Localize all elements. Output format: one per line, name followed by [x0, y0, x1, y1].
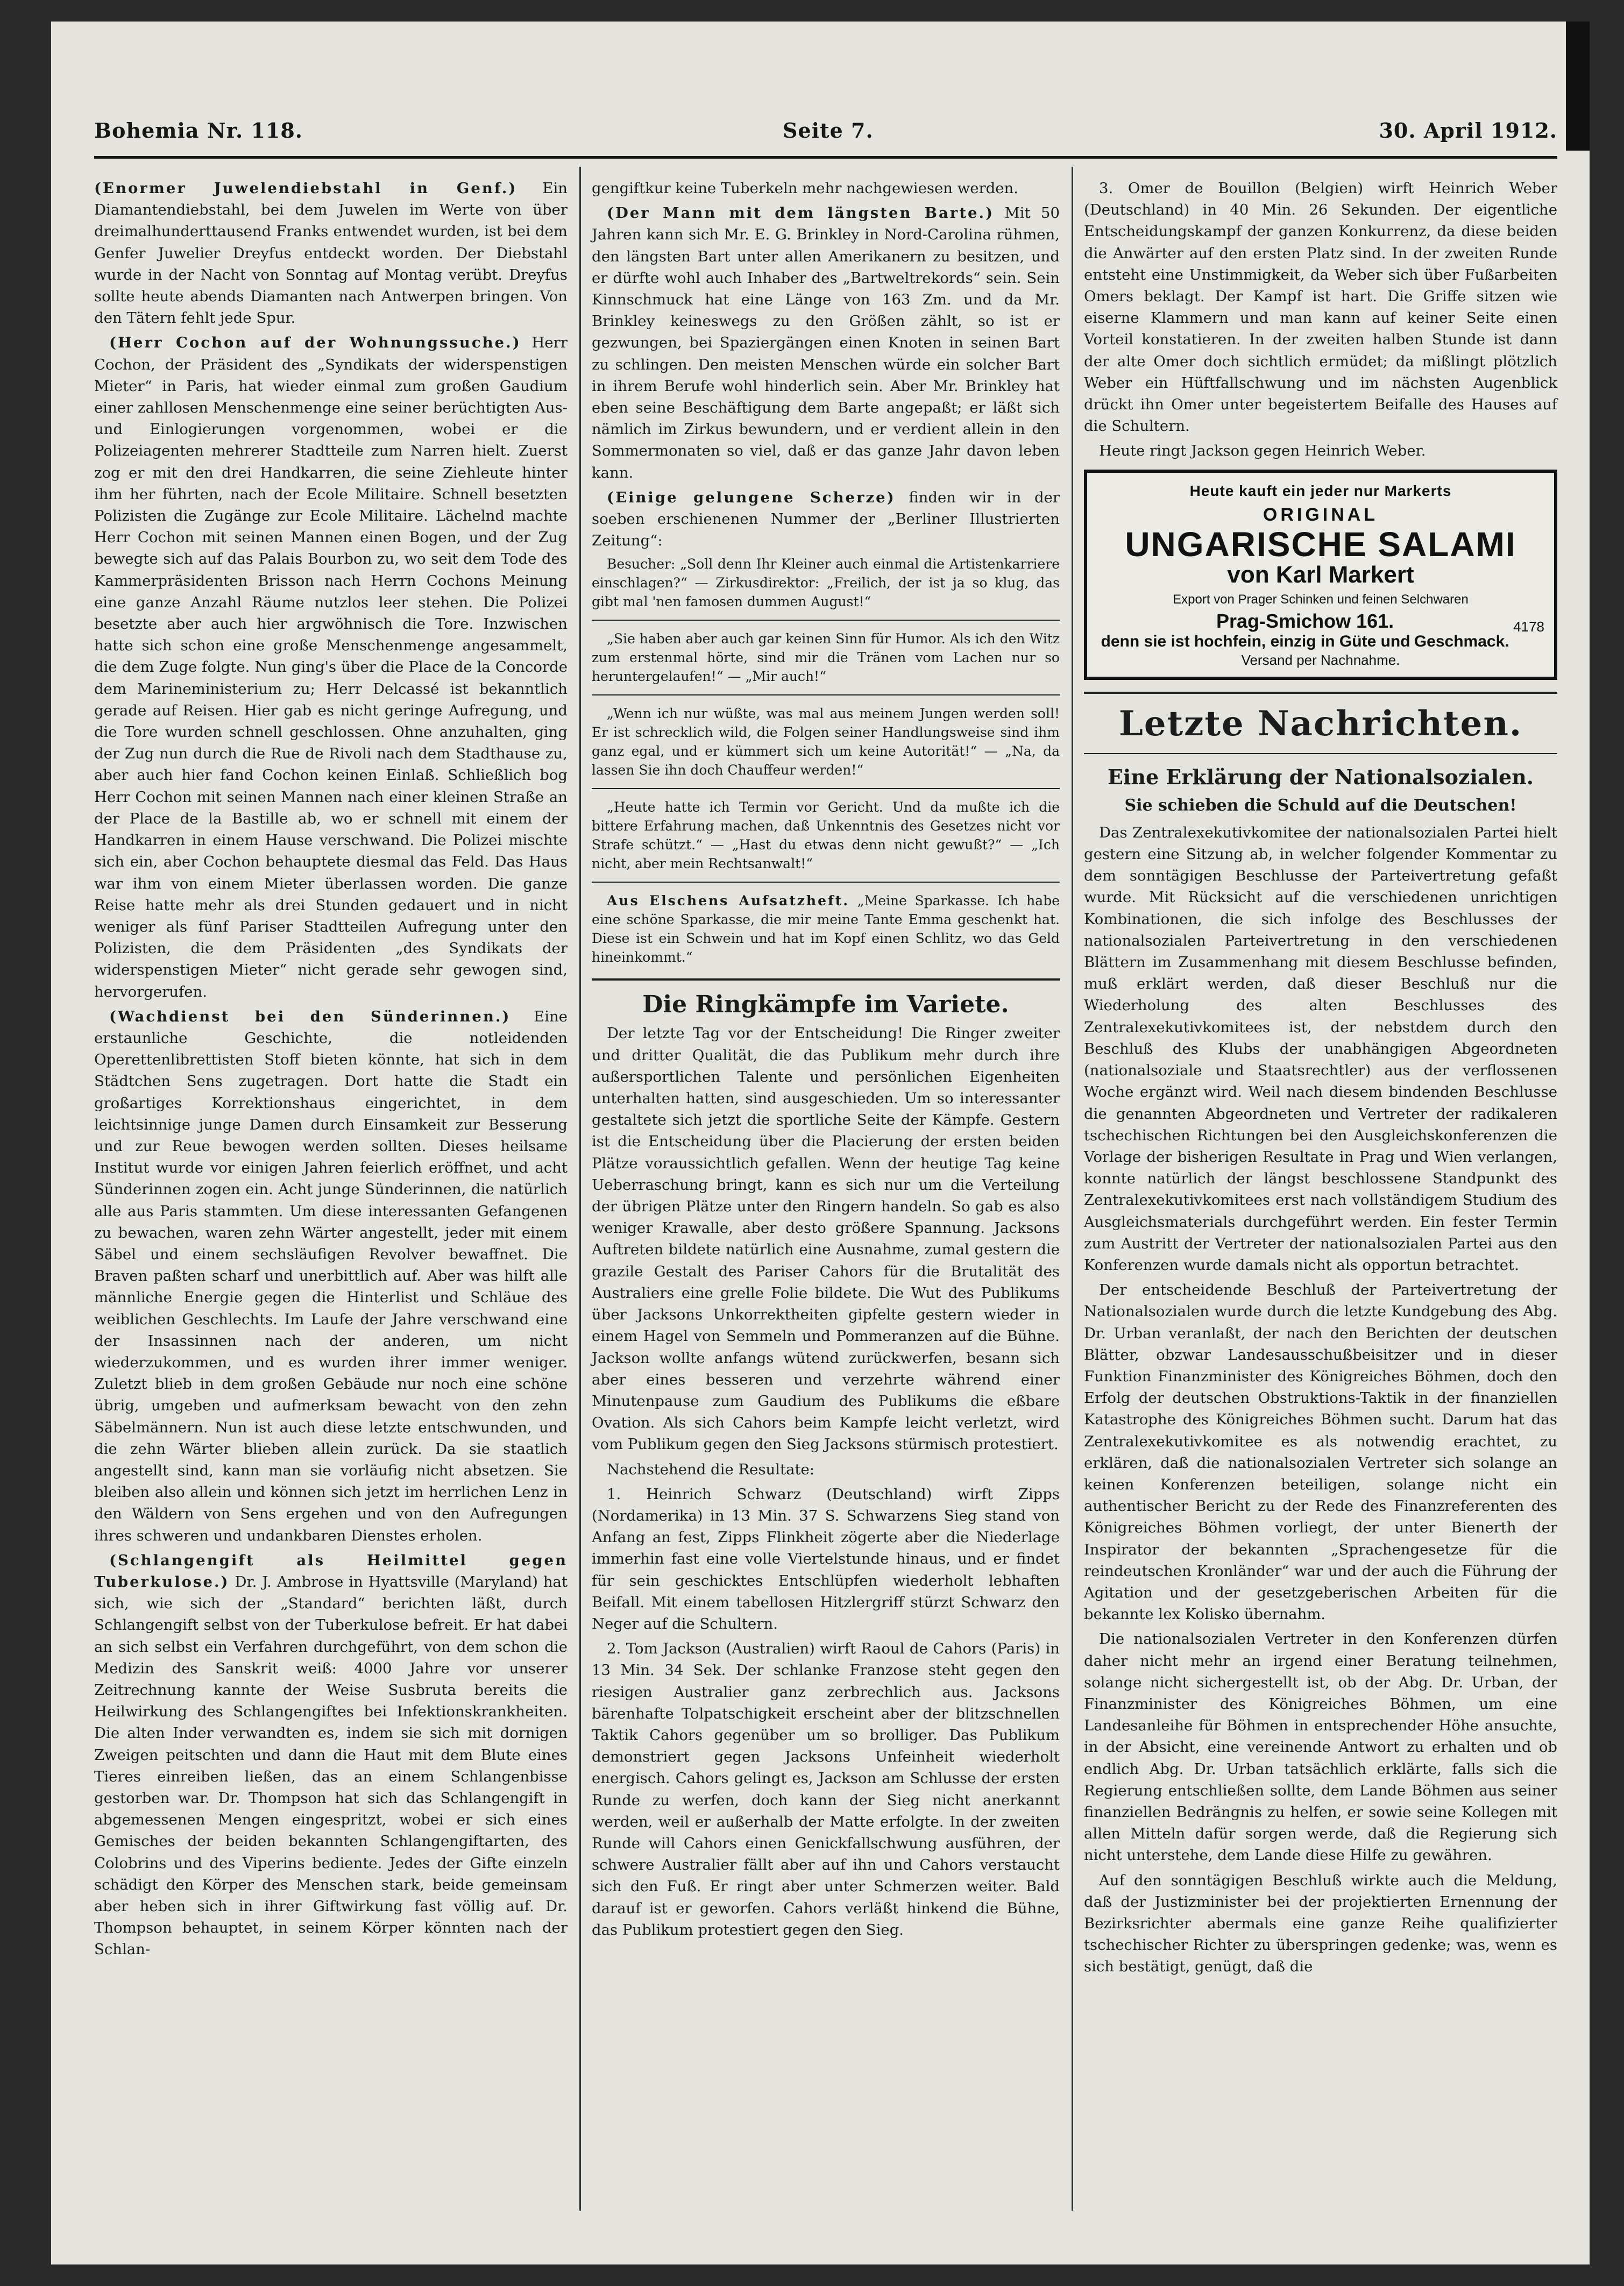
ad-line: ORIGINAL — [1263, 504, 1379, 525]
article-paragraph: 1. Heinrich Schwarz (Deutschland) wirft Zipps (Nordamerika) in 13 Min. 37 S. Schwarzens Sieg stand von Anfang an fest, Zipps Flinkheit zögerte aber die Niederlage immerhin fast eine volle Viertelstunde hinaus, und er findet für sein geschicktes Entschlüpfen wiederholt lebhaften Beifall. Mit einem tabellosen Hitzlergriff stürzt Schwarz den Neger auf die Schultern. — [592, 1485, 1060, 1632]
article-paragraph: Heute ringt Jackson gegen Heinrich Weber. — [1099, 442, 1426, 460]
joke: „Wenn ich nur wüßte, was mal aus meinem Jungen werden soll! Er ist schrecklich wild, die Folgen seiner Handlungsweise sind ihm ganz egal, und er kümmert sich um keine Autorität!“ — „Na, da lassen Sie ihn doch Chauffeur werden!“ — [592, 706, 1060, 778]
salami-advertisement — [1084, 470, 1557, 680]
scan-corner-mark — [1566, 22, 1590, 151]
article-subheading: Sie schieben die Schuld auf die Deutschen! — [1124, 796, 1517, 815]
divider — [592, 620, 1060, 621]
joke: Aus Elschens Aufsatzheft. „Meine Sparkasse. Ich habe eine schöne Sparkasse, die mir meine Tante Emma geschenkt hat. Diese ist ein Schwein und hat im Kopf einen Schlitz, wo das Geld hineinkommt.“ — [592, 893, 1060, 965]
news-item: (Wachdienst bei den Sünderinnen.) Eine erstaunliche Geschichte, die notleidenden Operettenlibrettisten Stoff bieten könnte, hat sich in dem Städtchen Sens zugetragen. Dort hatte die Stadt ein großartiges Korrektionshaus eingerichtet, in dem leichtsinnige junge Damen durch Einsamkeit zur Besserung und zur Reue bewogen werden sollten. Dieses heilsame Institut wurde vor einigen Jahren feierlich eröffnet, und acht Sünderinnen zogen ein. Acht junge Sünderinnen, die natürlich alle aus Paris stammten. Um diese interessanten Gefangenen zu bewachen, waren zehn Wärter angestellt, jeder mit einem Säbel und einem sechsläufigen Revolver bewaffnet. Die Braven paßten scharf und unerbittlich auf. Aber was hilft alle männliche Energie gegen die Hinterlist und Schläue des weiblichen Geschlechts. Im Laufe der Jahre verschwand eine der Insassinnen nach der anderen, um nicht wiederzukommen, und es wurden ihrer immer weniger. Zuletzt blieb in dem großen Gebäude nur noch eine schöne übrig, umgeben und aufmerksam bewacht von den zehn Säbelmännern. Nun ist auch diese letzte entschwunden, und die zehn Wärter blieben allein zurück. Da sie staatlich angestellt sind, kann man sie vorläufig nicht absetzen. Sie bleiben also allein und können sich jetzt im herrlichen Lenz in den Wäldern von Sens ergehen und von den Aufregungen ihres schweren und undankbaren Dienstes erholen. — [94, 1007, 568, 1544]
masthead — [94, 118, 1557, 161]
column-2 — [592, 178, 1060, 2200]
masthead-paper-number: Bohemia Nr. 118. — [94, 118, 303, 143]
joke: „Sie haben aber auch gar keinen Sinn für Humor. Als ich den Witz zum erstenmal hörte, sind mir die Tränen vom Lachen nur so heruntergelaufen!“ — „Mir auch!“ — [592, 631, 1060, 685]
news-item: (Schlangengift als Heilmittel gegen Tuberkulose.) Dr. J. Ambrose in Hyattsville (Maryland) hat sich, wie sich der „Standard“ berichten läßt, durch Schlangengift selbst von der Tuberkulose befreit. Er hat dabei an sich selbst ein Verfahren durchgeführt, von dem schon die Medizin des Sanskrit weiß: 4000 Jahre vor unserer Zeitrechnung kannte der Weise Susbruta bereits die Heilwirkung des Schlangengiftes bei Infektionskrankheiten. Die alten Inder verwandten es, indem sie sich mit dornigen Zweigen peitschten und dann die Haut mit dem Blute eines Tieres einreiben ließen, das an einem Schlangenbisse gestorben war. Dr. Thompson hat sich das Schlangengift in abgemessenen Mengen eingespritzt, wobei er sich eines Gemisches der beiden bekannten Schlangengiftarten, des Colobrins und des Viperins bediente. Jedes der Gifte einzeln schädigt den Körper des Menschen stark, beide gemeinsam aber heben sich in ihrer Giftwirkung fast völlig auf. Dr. Thompson behauptet, in seinem Körper könnten nach der Schlan- — [94, 1551, 568, 1958]
masthead-page-number: Seite 7. — [783, 118, 874, 143]
column-rule-2 — [1072, 167, 1073, 2211]
ad-address: Prag-Smichow 161. 4178 — [1097, 610, 1544, 632]
masthead-date: 30. April 1912. — [1379, 118, 1557, 143]
news-item: (Herr Cochon auf der Wohnungssuche.) Herr Cochon, der Präsident des „Syndikats der widerspenstigen Mieter“ in Paris, hat wieder einmal zum großen Gaudium einer zahllosen Menschenmenge eine seiner berüchtigten Aus- und Einlogierungen vorgenommen, wobei er die Polizeiagenten mehrerer Stadtteile zum Narren hielt. Zuerst zog er mit den drei Handkarren, die seine Ziehleute hinter ihm her führten, nach der Ecole Militaire. Schnell besetzten Polizisten die Zugänge zur Ecole Militaire. Lächelnd machte Herr Cochon mit seinen Mannen einen Bogen, und der Zug bewegte sich auf das Palais Bourbon zu, wo seit dem Tode des Kammerpräsidenten Brisson nach Herrn Cochons Meinung eine ganze Anzahl Räume nutzlos leer stehen. Die Polizei besetzte aber auch hier argwöhnisch die Tore. Inzwischen hatte sich schon eine große Menschenmenge angesammelt, die dem Zuge folgte. Nun ging's über die Place de la Concorde dem Marineministerium zu; Herr Delcassé ist bekanntlich gerade auf Reisen. Hier gab es nicht geringe Aufregung, und die Tore wurden schnell geschlossen. Ohne anzuhalten, ging der Zug nun durch die Rue de Rivoli nach dem Stadthause zu, aber auch hier fand Cochon keinen Einlaß. Schließlich bog Herr Cochon mit seinen Mannen nach einer kleinen Straße an der Place de la Bastille ab, wo er schnell mit einem der Handkarren in einem Hause verschwand. Die Polizei mischte sich ein, aber Cochon behauptete diesmal das Feld. Das Haus war ihm von einem Mieter überlassen worden. Die ganze Reise hatte mehr als drei Stunden gedauert und in nicht weniger als fünf Pariser Stadtteilen Aufregung unter den Polizisten, die dem Präsidenten „des Syndikats der widerspenstigen Mieter“ nicht gerade sehr gewogen sind, hervorgerufen. — [94, 334, 568, 1000]
joke: Besucher: „Soll denn Ihr Kleiner auch einmal die Artistenkarriere einschlagen?“ — Zirkusdirektor: „Freilich, der ist ja so klug, das gibt mal 'nen famosen dummen August!“ — [592, 556, 1060, 610]
section-heading-letzte-nachrichten: Letzte Nachrichten. — [1118, 703, 1523, 744]
ad-company: von Karl Markert — [1227, 562, 1414, 588]
continued-text: gengiftkur keine Tuberkeln mehr nachgewiesen werden. — [592, 180, 1018, 197]
ad-line: denn sie ist hochfein, einzig in Güte und Geschmack. Versand per Nachnahme. — [1101, 632, 1509, 668]
ad-headline: UNGARISCHE SALAMI — [1125, 525, 1516, 564]
joke: „Heute hatte ich Termin vor Gericht. Und da mußte ich die bittere Erfahrung machen, daß Unkenntnis des Gesetzes nicht vor Strafe schützt.“ — „Hast du etwas denn nicht gewußt?“ — „Ich nicht, aber mein Rechtsanwalt!“ — [592, 799, 1060, 872]
divider — [592, 788, 1060, 789]
article-paragraph: Der letzte Tag vor der Entscheidung! Die Ringer zweiter und dritter Qualität, die das Publikum mehr durch ihre außersportlichen Talente und persönlichen Eigenheiten unterhalten hatten, sind ausgeschieden. Um so interessanter gestaltete sich jetzt die sportliche Seite der Kämpfe. Gestern ist die Entscheidung über die Placierung der ersten beiden Plätze voraussichtlich gefallen. Wenn der heutige Tag keine Ueberraschung bringt, kann es sich nur um die Verteilung der übrigen Plätze unter den Ringern handeln. So gab es also weniger Krawalle, aber desto größere Spannung. Jacksons Auftreten bildete natürlich eine Ausnahme, zumal gestern die grazile Gestalt des Pariser Cahors für die Brutalität des Australiers eine grelle Folie bildete. Die Wut des Publikums über Jacksons Unkorrektheiten gipfelte gestern wieder in einem Hagel von Semmeln und Pommeranzen auf die Bühne. Jackson wollte anfangs wütend zurückwerfen, besann sich aber eines besseren und verzehrte während einer Minutenpause zum Gaudium des Publikums die eßbare Ovation. Als sich Cahors beim Kampfe leicht verletzt, wird vom Publikum gegen den Sieg Jacksons stürmisch protestiert. — [592, 1025, 1060, 1453]
ad-line: Heute kauft ein jeder nur Markerts — [1189, 482, 1452, 499]
newspaper-page — [51, 22, 1590, 2264]
ad-phone: 4178 — [1513, 619, 1544, 635]
article-paragraph: Das Zentralexekutivkomitee der nationalsozialen Partei hielt gestern eine Sitzung ab, in welcher folgender Kommentar zu dem sonntägigen Beschlusse der Parteivertretung gefaßt wurde. Mit Rücksicht auf die verschiedenen unrichtigen Kombinationen, die sich infolge des Beschlusses der nationalsozialen Parteivertretung in den verschiedenen Blättern im Zusammenhang mit diesem Beschlusse befinden, muß erklärt werden, daß dieser Beschluß nur die Wiederholung des alten Beschlusses des Zentralexekutivkomitees ist, der nebstdem durch den Beschluß des Klubs der unabhängigen Abgeordneten (nationalsoziale und Staatsrechtler) aus der verflossenen Woche ergänzt wird. Weil nach diesem bindenden Beschlusse die genannten Abgeordneten und Vertreter der radikaleren tschechischen Richtungen bei den Ausgleichskonferenzen die Vorlage der bisherigen Resultate in Prag und Wien verlangen, konnte natürlich der längst beschlossene Standpunkt des Zentralexekutivkomitees erst nach vollständigem Studium des Ausgleichsmaterials durchgeführt werden. Ein fester Termin zum Austritt der Vertreter der nationalsozialen Partei aus den Konferenzen wurde damals nicht als opportun betrachtet. — [1084, 823, 1557, 1274]
article-paragraph: 3. Omer de Bouillon (Belgien) wirft Heinrich Weber (Deutschland) in 40 Min. 26 Sekunden. Der eigentliche Entscheidungskampf der ganzen Konkurrenz, da diese beiden die Anwärter auf den ersten Platz sind. In der zweiten Runde entsteht eine Unstimmigkeit, da Weber sich über Fußarbeiten Omers beklagt. Der Kampf ist hart. Die Griffe sitzen wie eiserne Klammern und man kann auf keiner Seite einen Vorteil konstatieren. In der zweiten halben Stunde ist dann der alte Omer doch sichtlich ermüdet; da mißlingt plötzlich Weber ein Hüftfallschwung und im nächsten Augenblick drückt ihn Omer unter begeistertem Beifalle des Hauses auf die Schultern. — [1084, 180, 1557, 435]
article-heading-ringkaempfe: Die Ringkämpfe im Variete. — [642, 991, 1009, 1019]
article-paragraph: Die nationalsozialen Vertreter in den Konferenzen dürfen daher nicht mehr an irgend einer Beratung teilnehmen, solange nicht sichergestellt ist, ob der Abg. Dr. Urban, der Finanzminister des Königreiches Böhmen, um eine Landesanleihe für Böhmen in entsprechender Höhe ansuchte, in der Absicht, eine vereinende Antwort zu erhalten und ob endlich Abg. Dr. Urban tatsächlich erklärte, falls sich die Regierung entschließen sollte, dem Lande Böhmen aus seiner finanziellen Bedrängnis zu helfen, er sowie seine Kollegen mit allen Mitteln dafür sorgen werde, daß die Regierung sich nicht unterstehe, dem Lande diese Hilfe zu gewähren. — [1084, 1630, 1557, 1864]
article-paragraph: 2. Tom Jackson (Australien) wirft Raoul de Cahors (Paris) in 13 Min. 34 Sek. Der schlanke Franzose steht gegen den riesigen Australier ganz zerbrechlich aus. Jacksons bärenhafte Tolpatschigkeit erscheint aber der blitzschnellen Taktik Cahors gegenüber um so brolliger. Das Publikum demonstriert gegen Jacksons Unfeinheit wiederholt energisch. Cahors gelingt es, Jackson am Schlusse der ersten Runde zu werfen, doch kann der Sieg nicht anerkannt werden, weil er außerhalb der Matte erfolgte. In der zweiten Runde will Cahors einen Genickfallschwung ausführen, der schwere Australier fällt aber auf ihn und Cahors verstaucht sich den Fuß. Er ringt aber unter Schmerzen weiter. Bald darauf ist er geworfen. Cahors verläßt hinkend die Bühne, das Publikum protestiert gegen den Sieg. — [592, 1640, 1060, 1939]
divider — [592, 882, 1060, 883]
article-heading: Eine Erklärung der Nationalsozialen. — [1107, 764, 1534, 789]
article-paragraph: Auf den sonntägigen Beschluß wirkte auch die Meldung, daß der Justizminister bei der projektierten Ernennung der Bezirksrichter abermals eine ganze Reihe qualifizierter tschechischer Richter zu überspringen gedenke; was, wenn es sich bestätigt, genügt, daß die — [1084, 1871, 1557, 1976]
divider — [1084, 753, 1557, 754]
section-divider — [1084, 692, 1557, 694]
column-3 — [1084, 178, 1557, 2200]
masthead-rule — [94, 156, 1557, 159]
news-item: (Einige gelungene Scherze) finden wir in der soeben erschienenen Nummer der „Berliner Illustrierten Zeitung“: — [592, 488, 1060, 550]
column-1 — [94, 178, 568, 2200]
news-item: (Der Mann mit dem längsten Barte.) Mit 50 Jahren kann sich Mr. E. G. Brinkley in Nord-Carolina rühmen, den längsten Bart unter allen Amerikanern zu besitzen, und er dürfte wohl auch Inhaber des „Bartweltrekords“ sein. Sein Kinnschmuck hat eine Länge von 163 Zm. und da Mr. Brinkley keineswegs zu den Größen zählt, so ist er gezwungen, bei Spaziergängen einen Knoten in seinen Bart zu schlingen. Den meisten Menschen würde ein solcher Bart in ihrem Berufe wohl hinderlich sein. Aber Mr. Brinkley hat eben seine Beschäftigung dem Barte angepaßt; er läßt sich nämlich im Zirkus bewundern, und er verdient allein in den Sommermonaten so viel, daß er das ganze Jahr davon leben kann. — [592, 204, 1060, 481]
ad-line: Export von Prager Schinken und feinen Selchwaren — [1173, 592, 1469, 607]
news-item: (Enormer Juwelendiebstahl in Genf.) Ein Diamantendiebstahl, bei dem Juwelen im Werte von über dreimalhunderttausend Franks entwendet wurden, ist bei dem Genfer Juwelier Dreyfus entdeckt worden. Der Diebstahl wurde in der Nacht von Sonntag auf Montag verübt. Dreyfus sollte heute abends Diamanten nach Antwerpen bringen. Von den Tätern fehlt jede Spur. — [94, 180, 568, 327]
divider — [592, 694, 1060, 695]
article-paragraph: Nachstehend die Resultate: — [607, 1460, 815, 1478]
column-rule-1 — [579, 167, 581, 2211]
article-paragraph: Der entscheidende Beschluß der Parteivertretung der Nationalsozialen wurde durch die letzte Kundgebung des Abg. Dr. Urban veranlaßt, der nach den Berichten der deutschen Blätter, obzwar Landesausschußbeisitzer und in dieser Funktion Finanzminister des Königreiches Böhmen, doch den Erfolg der deutschen Obstruktions-Taktik in der finanziellen Katastrophe des Königreiches Böhmen sucht. Darum hat das Zentralexekutivkomitee es als notwendig erachtet, zu erklären, daß die nationalsozialen Vertreter sich solange an keinen Konferenzen beteiligen, solange nicht ein authentischer Bericht zu der Rede des Finanzreferenten des Königreiches Böhmen vorliegt, der unter Bienerth der Inspirator der bekannten „Sprachengesetze für die reindeutschen Kronländer“ war und der auch die Führung der Agitation und der gesetzgeberischen Arbeiten für die bekannte lex Kolisko übernahm. — [1084, 1281, 1557, 1623]
section-divider — [592, 978, 1060, 981]
